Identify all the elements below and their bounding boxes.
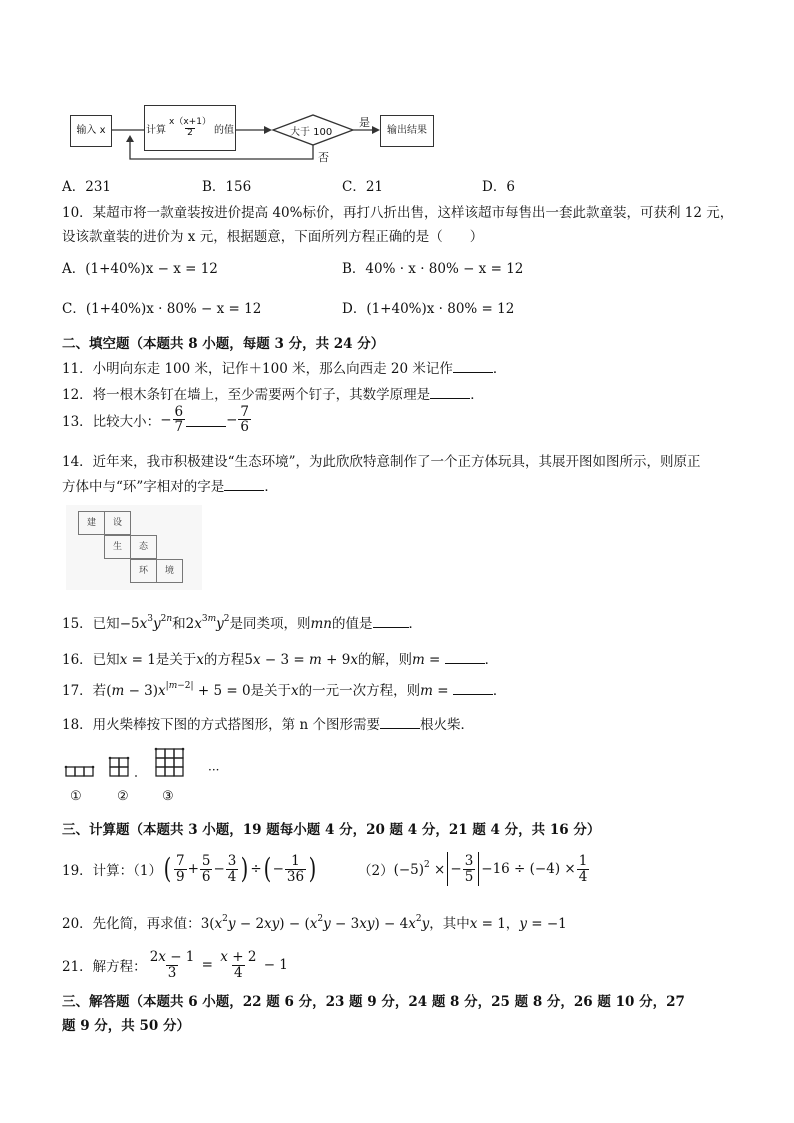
q11-blank	[453, 372, 493, 373]
q21-prefix: 21．解方程：	[62, 959, 147, 975]
flow-calc-box	[144, 105, 236, 151]
flow-calc-suffix: 的值	[213, 124, 234, 136]
flow-output-label: 输出结果	[387, 125, 427, 136]
q20-prefix: 20．先化简，再求值：	[62, 916, 201, 932]
q10-line2: 设该款童装的进价为 x 元，根据题意，下面所列方程正确的是（ ）	[62, 229, 484, 245]
q14-line2: 方体中与“环”字相对的字是 ．	[62, 479, 278, 495]
q10-line1: 10．某超市将一款童装按进价提高 40%标价，再打八折出售，这样该超市每售出一套此款童装，可获利 12 元，	[62, 205, 734, 221]
flow-no-label: 否	[318, 151, 329, 164]
cube-net-figure	[66, 505, 202, 590]
q19-part2: （2）	[358, 863, 394, 879]
q21: 21．解方程： $\frac{2x - 1}{3}$ = $\frac{x + 2}{4}$ − 1	[62, 949, 288, 981]
q16-mid2: 的方程	[203, 652, 245, 668]
q10-option-c: C．(1+40%)x · 80% − x = 12	[62, 301, 262, 317]
flow-input-box	[70, 115, 112, 147]
q12-blank	[430, 398, 470, 399]
q14-blank	[224, 490, 264, 491]
net-cell-4: 态	[130, 535, 157, 559]
q13: 13．比较大小： − $\frac{6}{7}$ − $\frac{7}{6}$	[62, 404, 249, 436]
q15-mid: 和	[172, 616, 186, 632]
flow-calc-num: x（x+1）	[169, 117, 211, 128]
q9-option-b: B．156	[202, 179, 252, 195]
q18-suffix: 根火柴．	[419, 717, 474, 733]
q16-prefix: 16．已知	[62, 652, 120, 668]
flow-calc-den: 2	[187, 127, 193, 138]
matchstick-figure	[62, 741, 232, 807]
flowchart	[66, 95, 440, 165]
q9-option-c: C．21	[342, 179, 384, 195]
q9-option-d: D．6	[482, 179, 515, 195]
match-ellipsis: ···	[208, 763, 220, 777]
q19: 19．计算：（1） ( $\frac{7}{9}$ + $\frac{5}{6}$ − $\frac{3}{4}$ ) ÷ ( − $\frac{1}{36}$ ) （2） $(-5)^2$ × − $\frac{3}{5}$ −16 ÷ (−4) × $\frac{1}{4}$	[62, 852, 588, 885]
net-cell-6: 境	[156, 559, 183, 583]
q19-prefix: 19．计算：（1）	[62, 863, 163, 879]
q20-suffix: ，其中	[429, 916, 470, 932]
q9-option-a: A．231	[62, 179, 112, 195]
q15-blank	[373, 627, 409, 628]
flow-yes-label: 是	[359, 116, 370, 129]
q18	[62, 713, 474, 733]
q11-text: 11．小明向东走 100 米，记作＋100 米，那么向西走 20 米记作	[62, 361, 453, 377]
q16: 16．已知x = 1是关于x的方程5x − 3 = m + 9x的解，则m = ．	[62, 652, 499, 668]
q14-line2-text: 方体中与“环”字相对的字是	[62, 479, 225, 495]
section3-heading: 三、计算题（本题共 3 小题，19 题每小题 4 分，20 题 4 分，21 题 4 分，共 16 分）	[62, 822, 601, 838]
q16-blank	[445, 663, 485, 664]
match-label-1: ①	[70, 789, 82, 804]
q14-line1: 14．近年来，我市积极建设“生态环境”，为此欣欣特意制作了一个正方体玩具，其展开图如图所示，则原正	[62, 454, 701, 470]
q17: 17．若$(m - 3)x^{|m-2|} + 5 = 0$是关于x的一元一次方程，则m = ．	[62, 681, 507, 699]
q10-option-b: B．40% · x · 80% − x = 12	[342, 261, 524, 277]
net-cell-2: 设	[104, 511, 131, 535]
q15-suffix: 是同类项，则	[229, 616, 311, 632]
q15-prefix: 15．已知	[62, 616, 120, 632]
match-label-3: ③	[162, 789, 174, 804]
net-cell-1: 建	[78, 511, 105, 535]
q13-text: 13．比较大小：	[62, 413, 161, 430]
match-label-2: ②	[117, 789, 129, 804]
q12: 12．将一根木条钉在墙上，至少需要两个钉子，其数学原理是 ．	[62, 387, 484, 403]
q13-blank	[186, 412, 226, 427]
flow-output-box	[380, 115, 434, 147]
flow-decision-label: 大于 100	[290, 127, 333, 138]
q15: 15．已知$-5x^3y^{2n}$和$2x^{3m}y^2$是同类项，则mn的值是 ．	[62, 614, 422, 632]
q16-mid1: 是关于	[155, 652, 197, 668]
q10-option-d: D．(1+40%)x · 80% = 12	[342, 301, 515, 317]
q18-text: 18．用火柴棒按下图的方式搭图形，第 n 个图形需要	[62, 717, 380, 733]
net-cell-3: 生	[104, 535, 131, 559]
section4-heading-line1: 三、解答题（本题共 6 小题，22 题 6 分，23 题 9 分，24 题 8 分，25 题 8 分，26 题 10 分，27	[62, 994, 685, 1010]
q12-text: 12．将一根木条钉在墙上，至少需要两个钉子，其数学原理是	[62, 387, 431, 403]
q17-prefix: 17．若	[62, 683, 107, 699]
net-cell-5: 环	[130, 559, 157, 583]
section2-heading: 二、填空题（本题共 8 小题，每题 3 分，共 24 分）	[62, 336, 385, 352]
q17-mid: 是关于	[250, 683, 292, 699]
section4-heading-line2: 题 9 分，共 50 分）	[62, 1018, 190, 1034]
q10-option-a: A．(1+40%)x − x = 12	[62, 261, 218, 277]
q11: 11．小明向东走 100 米，记作＋100 米，那么向西走 20 米记作 ．	[62, 361, 507, 377]
q17-suffix: 的一元一次方程，则	[298, 683, 421, 699]
flow-calc-prefix: 计算	[146, 124, 167, 136]
q16-suffix: 的解，则	[357, 652, 412, 668]
flow-input-label: 输入 x	[76, 125, 106, 136]
q18-blank	[380, 728, 420, 729]
matchstick-drawing	[62, 741, 232, 791]
q20: 20．先化简，再求值：$3(x^2y - 2xy) - (x^2y - 3xy) - 4x^2y$，其中x = 1，y = −1	[62, 914, 567, 932]
q15-end: 的值是	[332, 616, 373, 632]
q17-blank	[453, 694, 493, 695]
